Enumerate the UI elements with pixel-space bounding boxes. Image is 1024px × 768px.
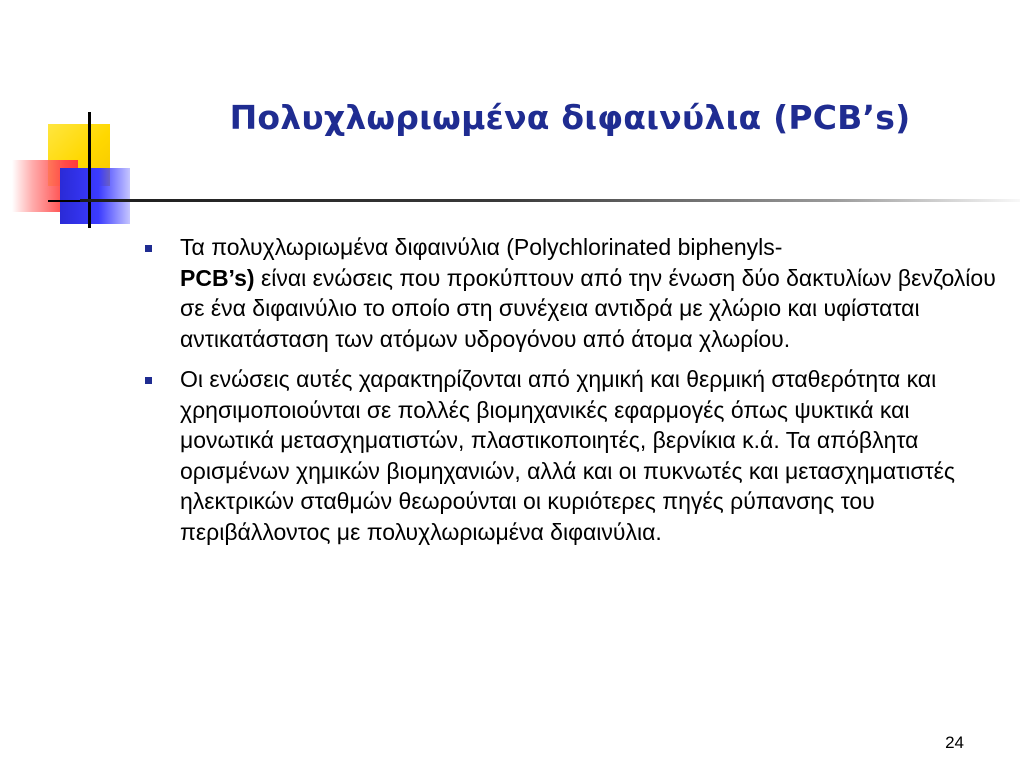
bullet-1-text-end: είναι ενώσεις που προκύπτουν από την ένωση δύο δακτυλίων βενζολίου σε ένα διφαινύλιο το οποίο στη συνέχεια αντιδρά με χλώριο και υφίσταται αντικατάσταση των ατόμων υδρογόνου από άτομα χλωρίου. (180, 264, 996, 352)
slide-title: Πολυχλωριωμένα διφαινύλια (PCB’s) (229, 98, 911, 137)
blue-square (60, 168, 130, 224)
vertical-line (88, 112, 91, 228)
bullet-list (142, 232, 1002, 557)
bullet-item-1 (142, 232, 1002, 354)
bullet-1-bold-term: PCB’s) (180, 264, 255, 291)
bullet-item-2 (142, 364, 1002, 547)
bullet-square-icon (145, 377, 152, 384)
title-divider-line (80, 199, 1020, 202)
bullet-2-text: Οι ενώσεις αυτές χαρακτηρίζονται από χημική και θερμική σταθερότητα και χρησιμοποιούνται σε πολλές βιομηχανικές εφαρμογές όπως ψυκτικά και μονωτικά μετασχηματιστών, πλαστικοποιητές, βερνίκια κ.ά. Τα απόβλητα ορισμένων χημικών βιομηχανιών, αλλά και οι πυκνωτές και μετασχηματιστές ηλεκτρικών σταθμών θεωρούνται οι κυριότερες πηγές ρύπανσης του περιβάλλοντος με πολυχλωριωμένα διφαινύλια. (180, 366, 955, 545)
bullet-1-text-start: Τα πολυχλωριωμένα διφαινύλια (Polychlorinated biphenyls- (180, 234, 783, 260)
page-number: 24 (945, 733, 964, 752)
bullet-square-icon (145, 245, 152, 252)
